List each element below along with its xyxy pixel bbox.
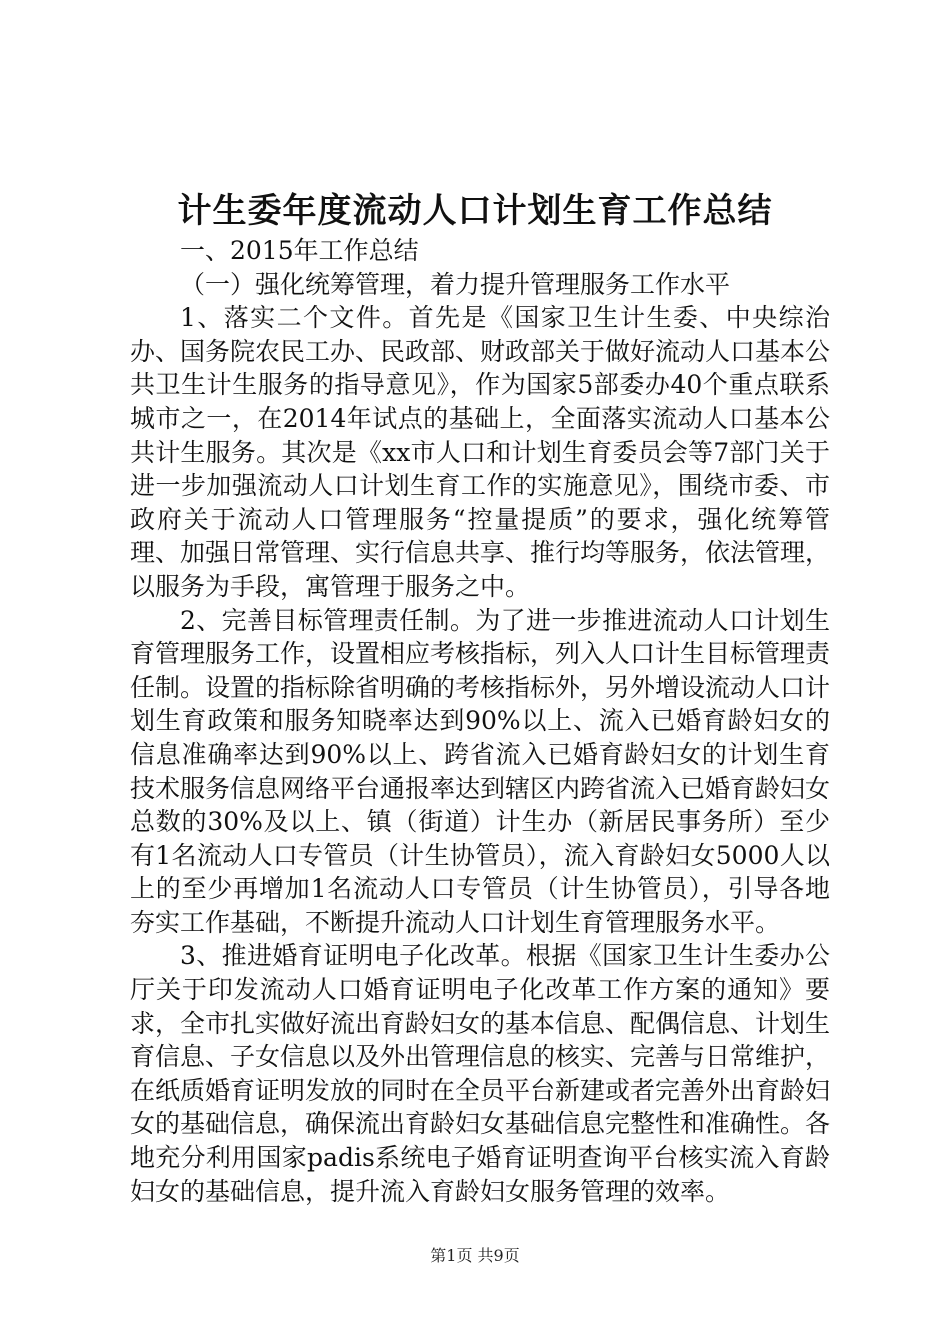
subsection-heading: （一）强化统筹管理，着力提升管理服务工作水平 xyxy=(180,269,731,299)
section-heading: 一、2015年工作总结 xyxy=(180,236,419,265)
page-footer: 第1页 共9页 xyxy=(430,1246,520,1265)
document-title: 计生委年度流动人口计划生育工作总结 xyxy=(177,191,773,231)
document-body xyxy=(130,234,830,1208)
body-paragraph: 3、推进婚育证明电子化改革。根据《国家卫生计生委办公厅关于印发流动人口婚育证明电子化改革工作方案的通知》要求，全市扎实做好流出育龄妇女的基本信息、配偶信息、计划生育信息、子女信息以及外出管理信息的核实、完善与日常维护，在纸质婚育证明发放的同时在全员平台新建或者完善外出育龄妇女的基础信息，确保流出育龄妇女基础信息完整性和准确性。各地充分利用国家padis系统电子婚育证明查询平台核实流入育龄妇女的基础信息，提升流入育龄妇女服务管理的效率。 xyxy=(130,941,831,1206)
body-paragraph: 2、完善目标管理责任制。为了进一步推进流动人口计划生育管理服务工作，设置相应考核指标，列入人口计生目标管理责任制。设置的指标除省明确的考核指标外，另外增设流动人口计划生育政策和服务知晓率达到90%以上、流入已婚育龄妇女的信息准确率达到90%以上、跨省流入已婚育龄妇女的计划生育技术服务信息网络平台通报率达到辖区内跨省流入已婚育龄妇女总数的30%及以上、镇（街道）计生办（新居民事务所）至少有1名流动人口专管员（计生协管员），流入育龄妇女5000人以上的至少再增加1名流动人口专管员（计生协管员），引导各地夯实工作基础，不断提升流动人口计划生育管理服务水平。 xyxy=(130,605,831,937)
body-paragraph: 1、落实二个文件。首先是《国家卫生计生委、中央综治办、国务院农民工办、民政部、财政部关于做好流动人口基本公共卫生计生服务的指导意见》，作为国家5部委办40个重点联系城市之一，在2014年试点的基础上，全面落实流动人口基本公共计生服务。其次是《xx市人口和计划生育委员会等7部门关于进一步加强流动人口计划生育工作的实施意见》，围绕市委、市政府关于流动人口管理服务“控量提质”的要求，强化统筹管理、加强日常管理、实行信息共享、推行均等服务，依法管理，以服务为手段，寓管理于服务之中。 xyxy=(130,303,831,601)
